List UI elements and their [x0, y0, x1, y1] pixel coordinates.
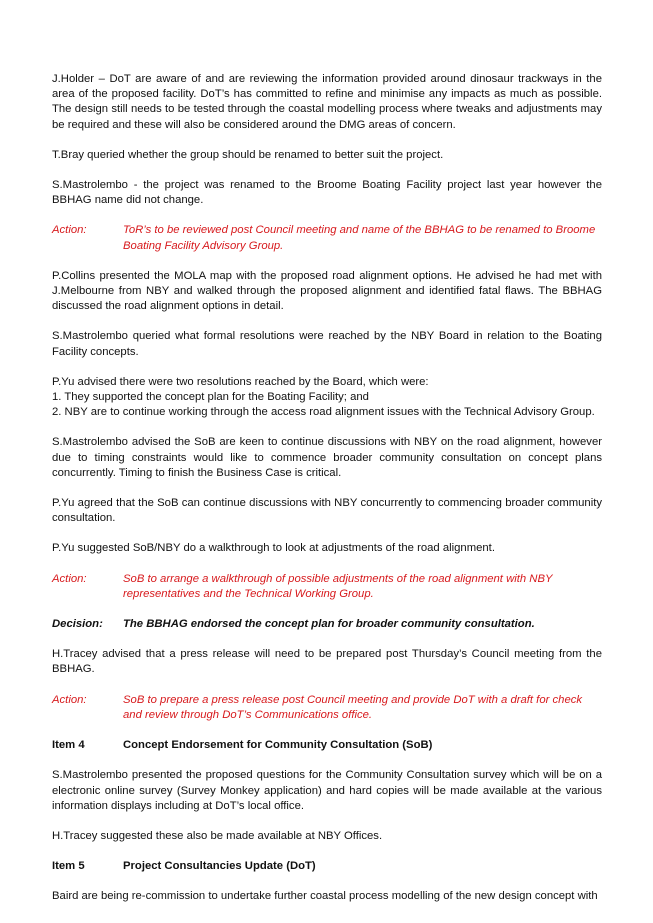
section-heading-item-5 [52, 859, 602, 874]
decision-item [52, 617, 602, 632]
list-item: 1. They supported the concept plan for the Boating Facility; and [52, 391, 369, 404]
paragraph-mastrolembo-rename: S.Mastrolembo - the project was renamed to the Broome Boating Facility project last year however the BBHAG name did not change. [52, 179, 602, 207]
section-heading-item-4 [52, 738, 602, 753]
action-item-tor [52, 223, 602, 253]
paragraph-mastrolembo-advised: S.Mastrolembo advised the SoB are keen to continue discussions with NBY on the road alignment, however due to timing constraints would like to commence broader community consultation on concept plans concurrently. Timing to finish the Business Case is critical. [52, 436, 602, 479]
paragraph-holder: J.Holder – DoT are aware of and are reviewing the information provided around dinosaur trackways in the area of the proposed facility. DoT’s has committed to refine and minimise any impacts as much as possible. The design still needs to be tested through the coastal modelling process where tweaks and adjustments may be required and these will also be considered around the DMG areas of concern. [52, 73, 602, 131]
resolution-list [52, 390, 602, 420]
paragraph-tracey-press: H.Tracey advised that a press release will need to be prepared post Thursday’s Council meeting from the BBHAG. [52, 648, 602, 676]
action-label: Action: [52, 224, 87, 237]
list-item: 2. NBY are to continue working through the access road alignment issues with the Technical Advisory Group. [52, 406, 595, 419]
item-title: Concept Endorsement for Community Consultation (SoB) [123, 739, 433, 752]
decision-label: Decision: [52, 618, 103, 631]
action-text: SoB to prepare a press release post Council meeting and provide DoT with a draft for check and review through DoT’s Communications office. [123, 693, 583, 721]
action-item-walkthrough [52, 572, 602, 602]
action-label: Action: [52, 572, 87, 585]
action-text: SoB to arrange a walkthrough of possible adjustments of the road alignment with NBY representatives and the Technical Working Group. [123, 572, 553, 600]
paragraph-mastrolembo-survey: S.Mastrolembo presented the proposed questions for the Community Consultation survey which will be on a electronic online survey (Survey Monkey application) and hard copies will be made available at the various information displays including at DoT’s local office. [52, 769, 602, 812]
action-label: Action: [52, 693, 87, 706]
paragraph-yu-resolutions: P.Yu advised there were two resolutions reached by the Board, which were: [52, 375, 429, 388]
decision-text: The BBHAG endorsed the concept plan for broader community consultation. [123, 618, 535, 631]
paragraph-tracey-offices: H.Tracey suggested these also be made available at NBY Offices. [52, 829, 383, 842]
paragraph-bray: T.Bray queried whether the group should be renamed to better suit the project. [52, 148, 444, 161]
item-number: Item 4 [52, 739, 85, 752]
item-title: Project Consultancies Update (DoT) [123, 860, 316, 873]
action-text: ToR’s to be reviewed post Council meeting and name of the BBHAG to be renamed to Broome Boating Facility Advisory Group. [123, 224, 596, 252]
paragraph-yu-suggested: P.Yu suggested SoB/NBY do a walkthrough to look at adjustments of the road alignment. [52, 542, 495, 555]
paragraph-yu-agreed: P.Yu agreed that the SoB can continue discussions with NBY concurrently to commencing broader community consultation. [52, 497, 602, 525]
action-item-press-release [52, 693, 602, 723]
paragraph-mastrolembo-query: S.Mastrolembo queried what formal resolutions were reached by the NBY Board in relation to the Boating Facility concepts. [52, 330, 602, 358]
paragraph-collins: P.Collins presented the MOLA map with the proposed road alignment options. He advised he had met with J.Melbourne from NBY and walked through the proposed alignment and identified fatal flaws. The BBHAG discussed the road alignment options in detail. [52, 269, 602, 313]
paragraph-baird: Baird are being re-commission to undertake further coastal process modelling of the new design concept with [52, 890, 598, 903]
item-number: Item 5 [52, 860, 85, 873]
